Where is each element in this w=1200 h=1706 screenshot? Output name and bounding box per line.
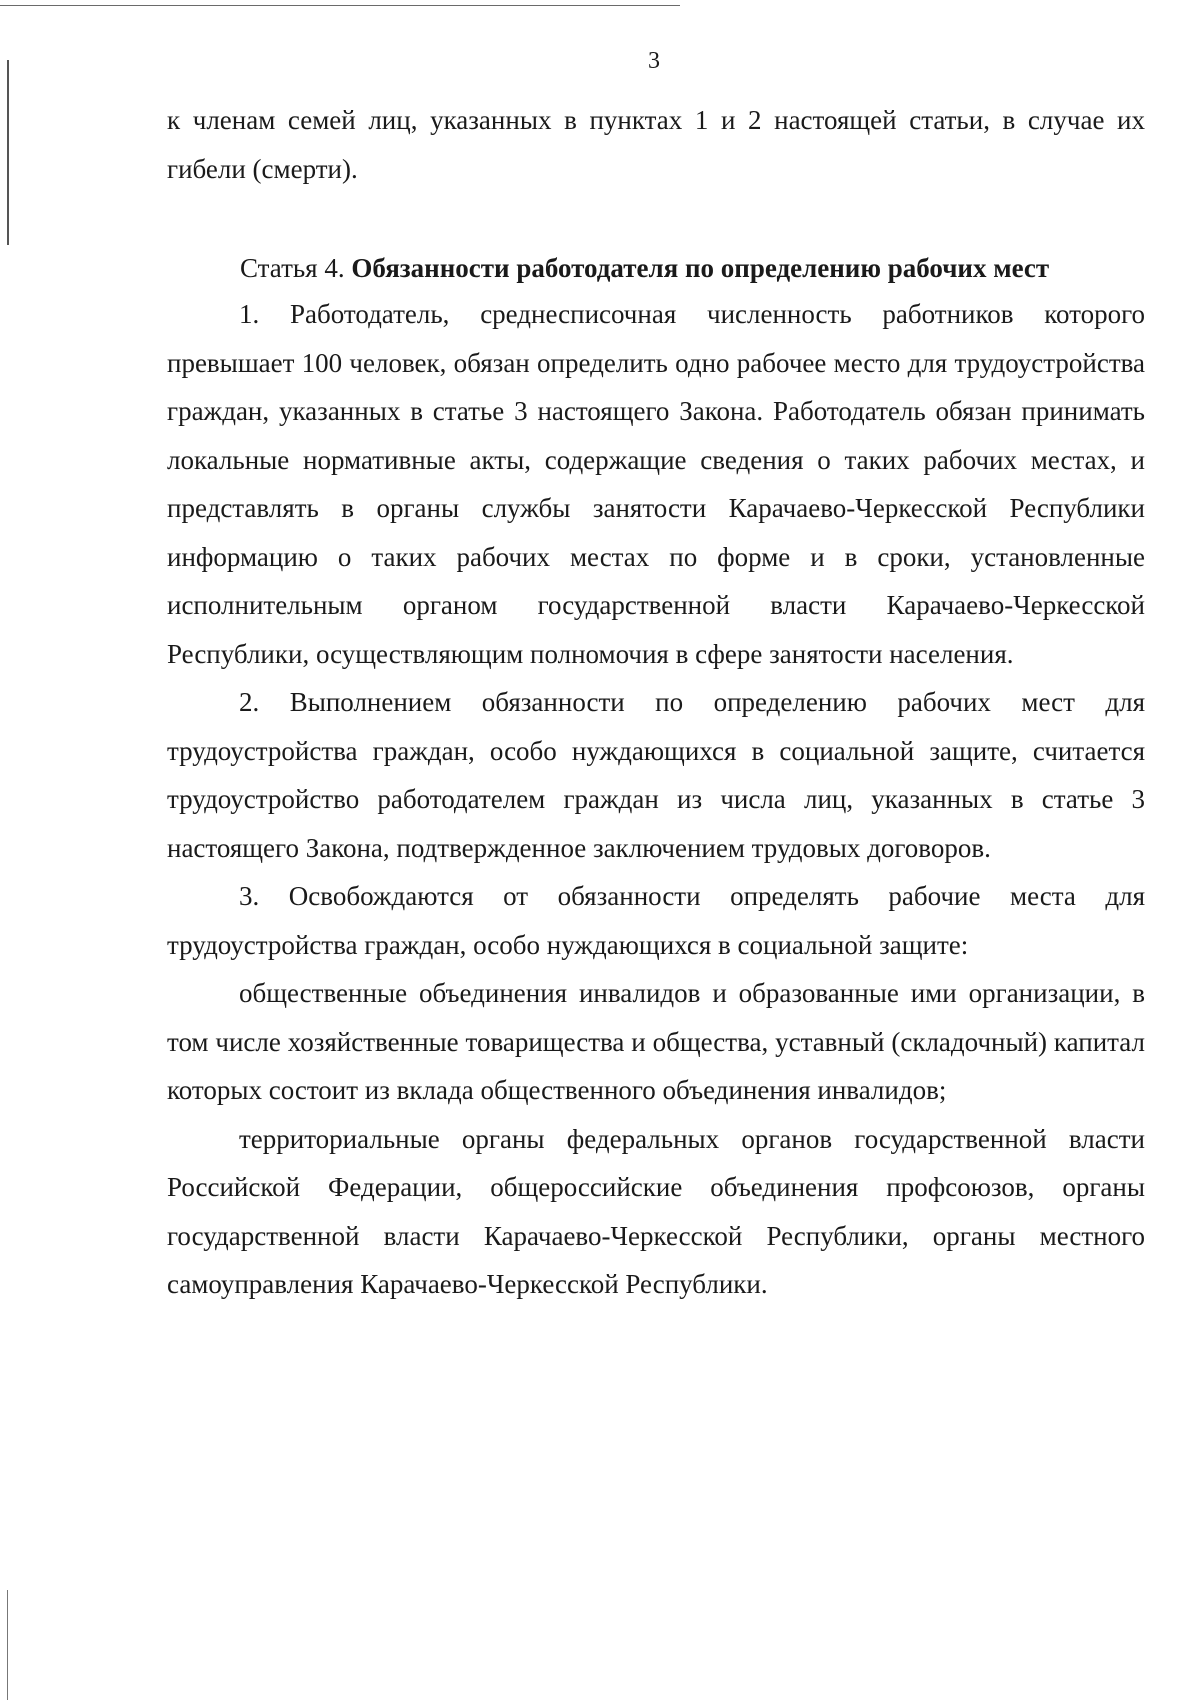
article-body: [167, 290, 1145, 1309]
intro-text: к членам семей лиц, указанных в пунктах 1 и 2 настоящей статьи, в случае их гибели (смерти).: [167, 105, 1145, 184]
article-title: Обязанности работодателя по определению рабочих мест: [351, 253, 1050, 283]
scan-margin-mark: [7, 60, 9, 245]
scan-edge-line: [0, 5, 680, 6]
intro-paragraph: [167, 96, 1145, 193]
article-label: Статья 4.: [240, 253, 345, 283]
article-heading: [240, 244, 1145, 293]
paragraph-2: 2. Выполнением обязанности по определению рабочих мест для трудоустройства граждан, особо нуждающихся в социальной защите, считается трудоустройство работодателем граждан из числа лиц, указанных в статье 3 настоящего Закона, подтвержденное заключением трудовых договоров.: [167, 687, 1145, 863]
paragraph-3: 3. Освобождаются от обязанности определять рабочие места для трудоустройства граждан, особо нуждающихся в социальной защите:: [167, 881, 1145, 960]
paragraph-1: 1. Работодатель, среднесписочная численность работников которого превышает 100 человек, обязан определить одно рабочее место для трудоустройства граждан, указанных в статье 3 настоящего Закона. Работодатель обязан принимать локальные нормативные акты, содержащие сведения о таких рабочих местах, и представлять в органы службы занятости Карачаево-Черкесской Республики информацию о таких рабочих местах по форме и в сроки, установленные исполнительным органом государственной власти Карачаево-Черкесской Республики, осуществляющим полномочия в сфере занятости населения.: [167, 299, 1145, 669]
page-number: 3: [648, 48, 660, 74]
list-item-disabled-organizations: общественные объединения инвалидов и образованные ими организации, в том числе хозяйственные товарищества и общества, уставный (складочный) капитал которых состоит из вклада общественного объединения инвалидов;: [167, 978, 1145, 1105]
scan-margin-mark: [7, 1590, 8, 1700]
list-item-government-bodies: территориальные органы федеральных органов государственной власти Российской Федерации, общероссийские объединения профсоюзов, органы государственной власти Карачаево-Черкесской Республики, органы местного самоуправления Карачаево-Черкесской Республики.: [167, 1123, 1145, 1299]
